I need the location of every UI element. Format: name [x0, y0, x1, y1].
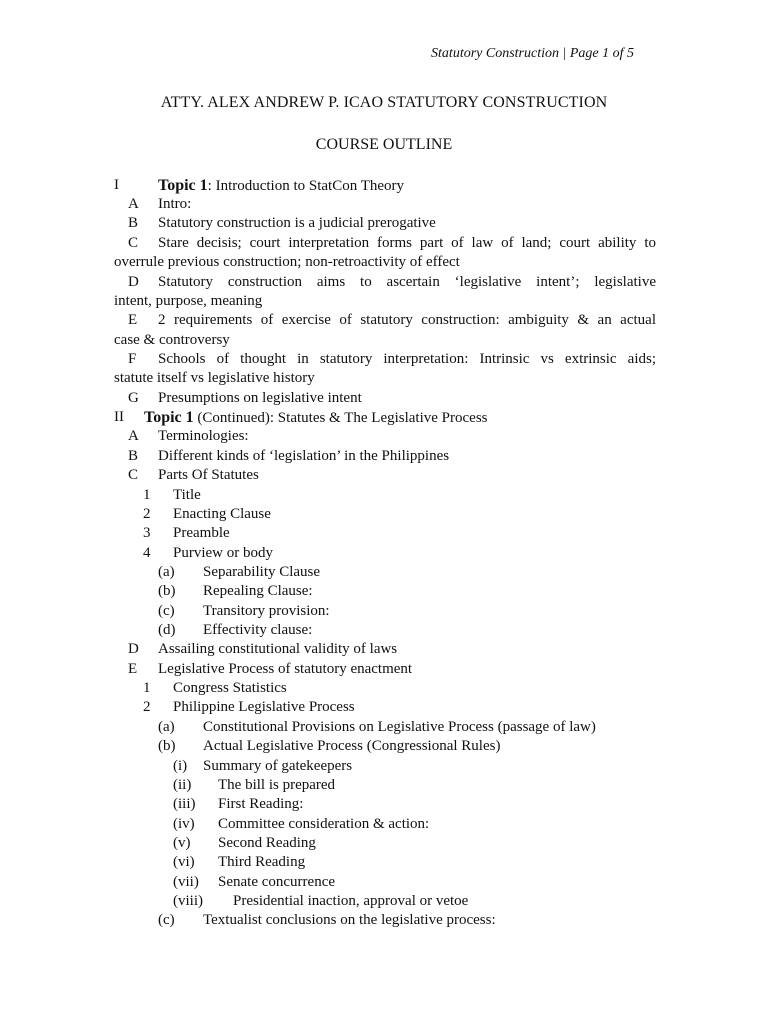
- outline-item: Statutory construction aims to ascertain ‘legislative intent’; legislative: [158, 274, 656, 290]
- page-header: Statutory Construction | Page 1 of 5: [431, 46, 634, 61]
- item-marker: (a): [158, 564, 175, 580]
- section-heading: [158, 176, 404, 196]
- outline-item: Terminologies:: [158, 428, 249, 444]
- outline-item: Intro:: [158, 196, 192, 212]
- section-heading: [144, 408, 488, 428]
- item-marker: (ii): [173, 777, 192, 793]
- outline-item: Schools of thought in statutory interpretation: Intrinsic vs extrinsic aids;: [158, 351, 656, 367]
- outline-item: Separability Clause: [203, 564, 321, 580]
- item-marker: (c): [158, 912, 175, 928]
- outline-item: Repealing Clause:: [203, 583, 313, 599]
- item-marker: 4: [143, 545, 151, 561]
- outline-item: Presumptions on legislative intent: [158, 390, 362, 406]
- outline-item-continued: case & controversy: [114, 332, 230, 348]
- outline-item: Second Reading: [218, 835, 316, 851]
- item-marker: (vi): [173, 854, 195, 870]
- item-marker: A: [128, 196, 139, 212]
- item-marker: 1: [143, 680, 151, 696]
- document-title: ATTY. ALEX ANDREW P. ICAO STATUTORY CONSTRUCTION: [160, 94, 608, 111]
- item-marker: E: [128, 661, 138, 677]
- outline-item: Third Reading: [218, 854, 306, 870]
- item-marker: B: [128, 448, 139, 464]
- item-marker: (d): [158, 622, 176, 638]
- outline-item: Different kinds of ‘legislation’ in the Philippines: [158, 448, 450, 464]
- item-marker: B: [128, 215, 139, 231]
- item-marker: G: [128, 390, 139, 406]
- item-marker: D: [128, 274, 139, 290]
- outline-item-continued: intent, purpose, meaning: [114, 293, 263, 309]
- item-marker: (b): [158, 583, 176, 599]
- outline-item: Summary of gatekeepers: [203, 758, 353, 774]
- outline-item: Presidential inaction, approval or vetoe: [233, 893, 469, 909]
- section-title: (Continued): Statutes & The Legislative Process: [193, 410, 488, 426]
- outline-item: Congress Statistics: [173, 680, 287, 696]
- outline-item: Legislative Process of statutory enactment: [158, 661, 413, 677]
- outline-item: Textualist conclusions on the legislative process:: [203, 912, 496, 928]
- outline-item: First Reading:: [218, 796, 304, 812]
- item-marker: C: [128, 235, 139, 251]
- outline-item: 2 requirements of exercise of statutory construction: ambiguity & an actual: [158, 312, 656, 328]
- document-subtitle: COURSE OUTLINE: [315, 136, 453, 153]
- outline-item: Transitory provision:: [203, 603, 330, 619]
- outline-item: Assailing constitutional validity of laws: [158, 641, 398, 657]
- item-marker: (iii): [173, 796, 196, 812]
- item-marker: (vii): [173, 874, 199, 890]
- item-marker: (i): [173, 758, 188, 774]
- outline-item: Enacting Clause: [173, 506, 271, 522]
- item-marker: (iv): [173, 816, 195, 832]
- outline-item-continued: overrule previous construction; non-retroactivity of effect: [114, 254, 460, 270]
- outline-item: Statutory construction is a judicial prerogative: [158, 215, 436, 231]
- item-marker: D: [128, 641, 139, 657]
- item-marker: 2: [143, 506, 151, 522]
- outline-item: Philippine Legislative Process: [173, 699, 355, 715]
- section-number: II: [114, 409, 124, 425]
- item-marker: (viii): [173, 893, 203, 909]
- item-marker: A: [128, 428, 139, 444]
- item-marker: E: [128, 312, 138, 328]
- item-marker: (a): [158, 719, 175, 735]
- outline-item: Stare decisis; court interpretation forms part of law of land; court ability to: [158, 235, 656, 251]
- outline-item-continued: statute itself vs legislative history: [114, 370, 315, 386]
- outline-item: Effectivity clause:: [203, 622, 313, 638]
- item-marker: (c): [158, 603, 175, 619]
- item-marker: F: [128, 351, 137, 367]
- topic-label: Topic 1: [158, 177, 208, 194]
- outline-item: Senate concurrence: [218, 874, 336, 890]
- item-marker: 2: [143, 699, 151, 715]
- item-marker: (b): [158, 738, 176, 754]
- item-marker: (v): [173, 835, 191, 851]
- item-marker: C: [128, 467, 139, 483]
- outline-item: Purview or body: [173, 545, 273, 561]
- item-marker: 1: [143, 487, 151, 503]
- item-marker: 3: [143, 525, 151, 541]
- topic-label: Topic 1: [144, 409, 194, 426]
- outline-item: Actual Legislative Process (Congressional Rules): [203, 738, 501, 754]
- outline-item: The bill is prepared: [218, 777, 336, 793]
- outline-item: Committee consideration & action:: [218, 816, 430, 832]
- outline-item: Title: [173, 487, 201, 503]
- outline-item: Parts Of Statutes: [158, 467, 259, 483]
- section-number: I: [114, 177, 119, 193]
- section-title: : Introduction to StatCon Theory: [207, 178, 405, 194]
- outline-item: Preamble: [173, 525, 230, 541]
- outline-item: Constitutional Provisions on Legislative Process (passage of law): [203, 719, 596, 735]
